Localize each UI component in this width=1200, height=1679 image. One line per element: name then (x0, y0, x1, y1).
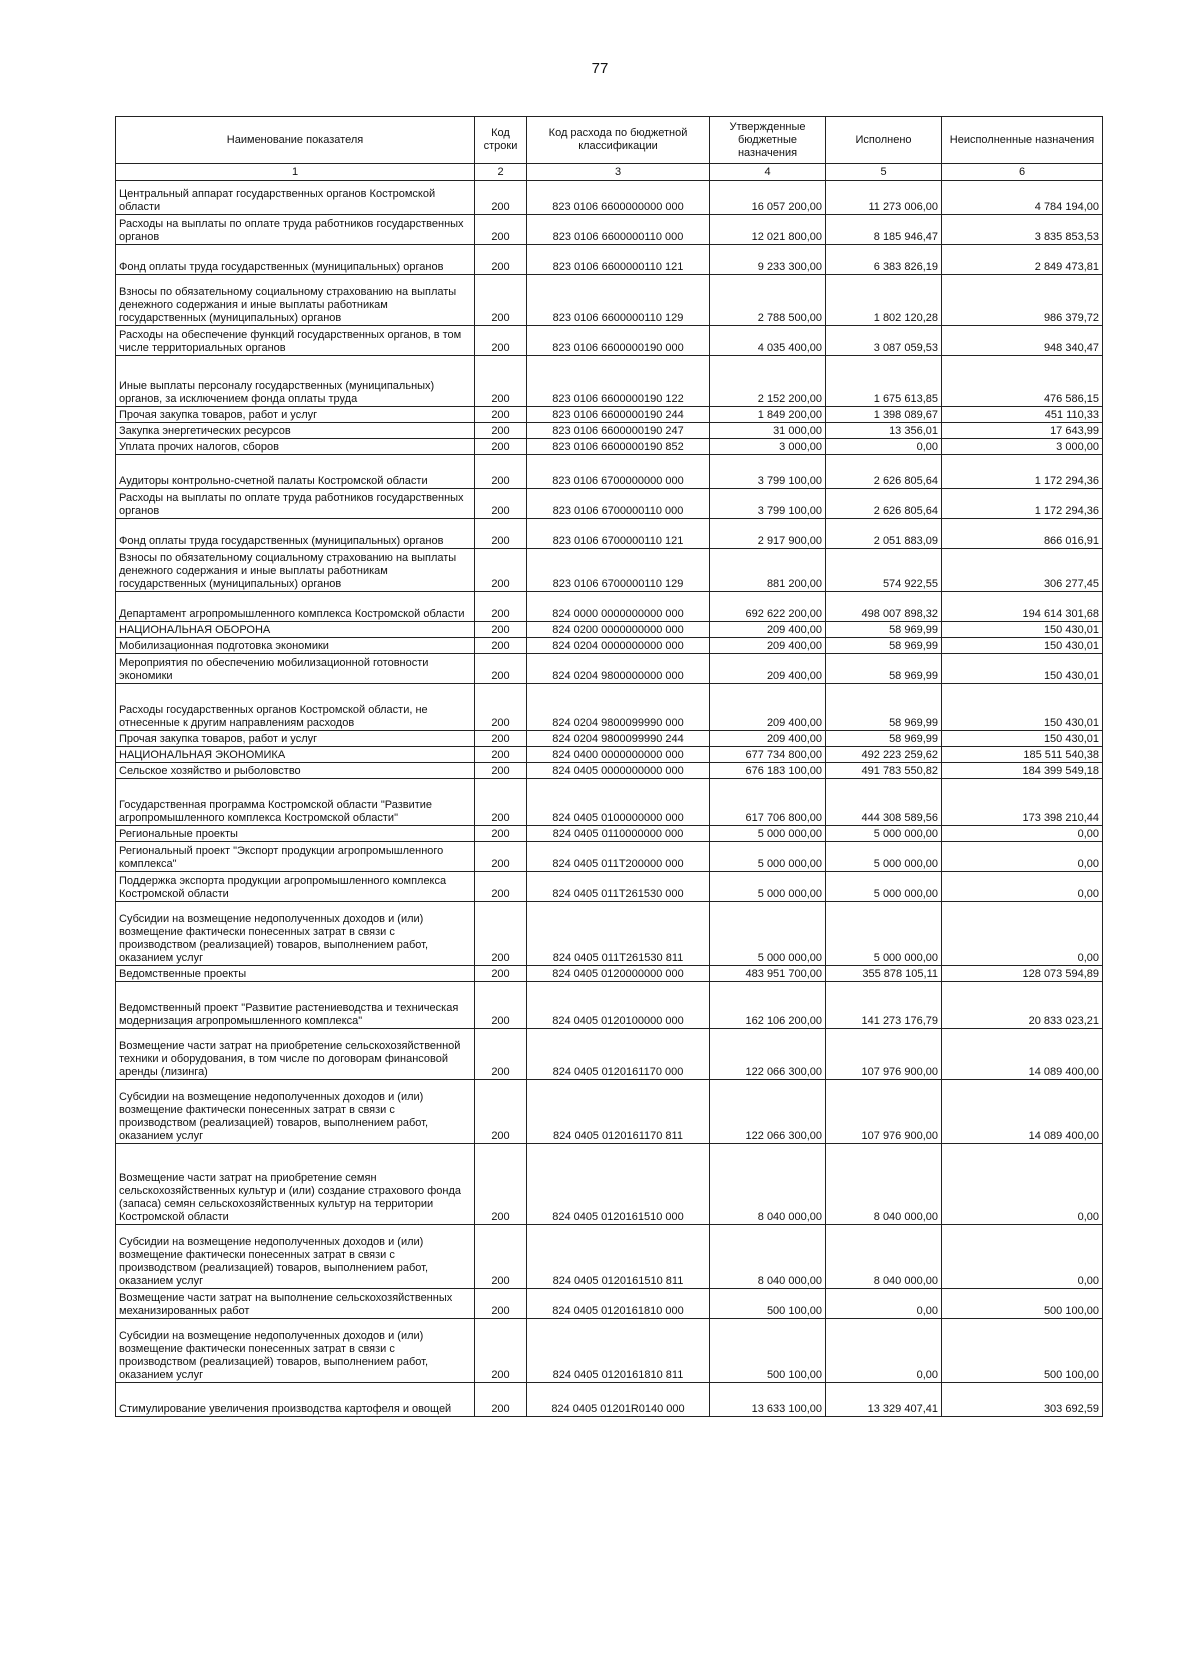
row-line-code: 200 (475, 747, 527, 763)
row-expense-code: 824 0405 011T261530 811 (527, 902, 710, 966)
column-number-row (116, 164, 1103, 181)
row-approved-amount: 4 035 400,00 (710, 326, 826, 356)
row-approved-amount: 8 040 000,00 (710, 1225, 826, 1289)
row-approved-amount: 2 917 900,00 (710, 519, 826, 549)
row-name: Субсидии на возмещение недополученных доходов и (или) возмещение фактически понесенных затрат в связи с производством (реализацией) товаров, выполнением работ, оказанием услуг (116, 1080, 475, 1144)
row-expense-code: 823 0106 6600000110 121 (527, 245, 710, 275)
row-unexecuted-amount: 4 784 194,00 (942, 181, 1103, 215)
row-expense-code: 824 0405 0120161170 811 (527, 1080, 710, 1144)
row-line-code: 200 (475, 245, 527, 275)
row-name: Возмещение части затрат на приобретение сельскохозяйственной техники и оборудования, в том числе по договорам финансовой аренды (лизинга) (116, 1029, 475, 1080)
row-unexecuted-amount: 0,00 (942, 1225, 1103, 1289)
row-line-code: 200 (475, 423, 527, 439)
row-name: Фонд оплаты труда государственных (муниципальных) органов (116, 519, 475, 549)
row-name: Прочая закупка товаров, работ и услуг (116, 731, 475, 747)
row-unexecuted-amount: 306 277,45 (942, 549, 1103, 592)
row-executed-amount: 0,00 (826, 1289, 942, 1319)
row-expense-code: 824 0405 0120161810 811 (527, 1319, 710, 1383)
row-approved-amount: 483 951 700,00 (710, 966, 826, 982)
header-executed: Исполнено (826, 117, 942, 164)
row-unexecuted-amount: 476 586,15 (942, 356, 1103, 407)
table-row (116, 1080, 1103, 1144)
row-name: Сельское хозяйство и рыболовство (116, 763, 475, 779)
row-name: Аудиторы контрольно-счетной палаты Костромской области (116, 455, 475, 489)
row-executed-amount: 141 273 176,79 (826, 982, 942, 1029)
row-line-code: 200 (475, 439, 527, 455)
row-unexecuted-amount: 150 430,01 (942, 654, 1103, 684)
row-expense-code: 823 0106 6600000190 244 (527, 407, 710, 423)
row-executed-amount: 5 000 000,00 (826, 902, 942, 966)
header-approved: Утвержденные бюджетные назначения (710, 117, 826, 164)
row-line-code: 200 (475, 763, 527, 779)
row-line-code: 200 (475, 215, 527, 245)
row-unexecuted-amount: 451 110,33 (942, 407, 1103, 423)
row-expense-code: 824 0405 0100000000 000 (527, 779, 710, 826)
row-executed-amount: 2 626 805,64 (826, 455, 942, 489)
row-name: Региональный проект "Экспорт продукции агропромышленного комплекса" (116, 842, 475, 872)
row-approved-amount: 13 633 100,00 (710, 1383, 826, 1417)
table-row (116, 549, 1103, 592)
table-row (116, 684, 1103, 731)
row-name: Расходы на выплаты по оплате труда работников государственных органов (116, 489, 475, 519)
row-executed-amount: 498 007 898,32 (826, 592, 942, 622)
row-unexecuted-amount: 2 849 473,81 (942, 245, 1103, 275)
row-expense-code: 824 0405 011T200000 000 (527, 842, 710, 872)
row-line-code: 200 (475, 779, 527, 826)
row-executed-amount: 6 383 826,19 (826, 245, 942, 275)
row-expense-code: 824 0405 011T261530 000 (527, 872, 710, 902)
row-expense-code: 823 0106 6700000110 000 (527, 489, 710, 519)
row-name: Прочая закупка товаров, работ и услуг (116, 407, 475, 423)
row-executed-amount: 8 040 000,00 (826, 1144, 942, 1225)
row-executed-amount: 11 273 006,00 (826, 181, 942, 215)
row-executed-amount: 574 922,55 (826, 549, 942, 592)
row-approved-amount: 5 000 000,00 (710, 842, 826, 872)
table-row (116, 654, 1103, 684)
row-line-code: 200 (475, 1225, 527, 1289)
page-number: 77 (591, 60, 609, 77)
table-row (116, 763, 1103, 779)
row-unexecuted-amount: 1 172 294,36 (942, 489, 1103, 519)
row-executed-amount: 444 308 589,56 (826, 779, 942, 826)
row-expense-code: 824 0204 9800099990 244 (527, 731, 710, 747)
row-expense-code: 824 0000 0000000000 000 (527, 592, 710, 622)
row-unexecuted-amount: 3 835 853,53 (942, 215, 1103, 245)
row-unexecuted-amount: 303 692,59 (942, 1383, 1103, 1417)
row-expense-code: 824 0405 0120100000 000 (527, 982, 710, 1029)
table-row (116, 519, 1103, 549)
row-unexecuted-amount: 500 100,00 (942, 1319, 1103, 1383)
row-executed-amount: 5 000 000,00 (826, 826, 942, 842)
row-line-code: 200 (475, 489, 527, 519)
row-executed-amount: 107 976 900,00 (826, 1080, 942, 1144)
budget-execution-table (115, 116, 1103, 1417)
row-name: Расходы на обеспечение функций государственных органов, в том числе территориальных органов (116, 326, 475, 356)
row-name: Уплата прочих налогов, сборов (116, 439, 475, 455)
row-unexecuted-amount: 194 614 301,68 (942, 592, 1103, 622)
table-row (116, 1319, 1103, 1383)
row-unexecuted-amount: 500 100,00 (942, 1289, 1103, 1319)
row-line-code: 200 (475, 1319, 527, 1383)
row-unexecuted-amount: 986 379,72 (942, 275, 1103, 326)
row-name: Мобилизационная подготовка экономики (116, 638, 475, 654)
table-row (116, 326, 1103, 356)
row-unexecuted-amount: 14 089 400,00 (942, 1080, 1103, 1144)
row-expense-code: 823 0106 6600000000 000 (527, 181, 710, 215)
table-row (116, 181, 1103, 215)
row-unexecuted-amount: 866 016,91 (942, 519, 1103, 549)
row-executed-amount: 107 976 900,00 (826, 1029, 942, 1080)
header-expense-code: Код расхода по бюджетной классификации (527, 117, 710, 164)
row-unexecuted-amount: 173 398 210,44 (942, 779, 1103, 826)
table-row (116, 1225, 1103, 1289)
row-line-code: 200 (475, 1029, 527, 1080)
row-name: Государственная программа Костромской области "Развитие агропромышленного комплекса Костромской области" (116, 779, 475, 826)
row-line-code: 200 (475, 638, 527, 654)
row-executed-amount: 8 040 000,00 (826, 1225, 942, 1289)
row-unexecuted-amount: 20 833 023,21 (942, 982, 1103, 1029)
row-approved-amount: 617 706 800,00 (710, 779, 826, 826)
row-name: Расходы государственных органов Костромской области, не отнесенные к другим направлениям расходов (116, 684, 475, 731)
table-row (116, 842, 1103, 872)
row-approved-amount: 9 233 300,00 (710, 245, 826, 275)
row-name: Ведомственный проект "Развитие растениеводства и техническая модернизация агропромышленного комплекса" (116, 982, 475, 1029)
table-row (116, 747, 1103, 763)
row-expense-code: 823 0106 6700000110 129 (527, 549, 710, 592)
row-line-code: 200 (475, 654, 527, 684)
row-unexecuted-amount: 0,00 (942, 872, 1103, 902)
row-approved-amount: 209 400,00 (710, 622, 826, 638)
table-row (116, 1289, 1103, 1319)
table-row (116, 872, 1103, 902)
row-name: Фонд оплаты труда государственных (муниципальных) органов (116, 245, 475, 275)
row-expense-code: 823 0106 6700000000 000 (527, 455, 710, 489)
row-expense-code: 824 0405 01201R0140 000 (527, 1383, 710, 1417)
row-unexecuted-amount: 150 430,01 (942, 731, 1103, 747)
row-line-code: 200 (475, 872, 527, 902)
table-row (116, 731, 1103, 747)
row-line-code: 200 (475, 1383, 527, 1417)
row-executed-amount: 492 223 259,62 (826, 747, 942, 763)
row-approved-amount: 1 849 200,00 (710, 407, 826, 423)
row-unexecuted-amount: 3 000,00 (942, 439, 1103, 455)
row-line-code: 200 (475, 1144, 527, 1225)
row-line-code: 200 (475, 1289, 527, 1319)
row-name: Субсидии на возмещение недополученных доходов и (или) возмещение фактически понесенных затрат в связи с производством (реализацией) товаров, выполнением работ, оказанием услуг (116, 1225, 475, 1289)
row-name: Ведомственные проекты (116, 966, 475, 982)
row-executed-amount: 3 087 059,53 (826, 326, 942, 356)
table-row (116, 356, 1103, 407)
row-executed-amount: 58 969,99 (826, 654, 942, 684)
row-line-code: 200 (475, 1080, 527, 1144)
row-unexecuted-amount: 0,00 (942, 1144, 1103, 1225)
table-row (116, 215, 1103, 245)
row-executed-amount: 13 329 407,41 (826, 1383, 942, 1417)
column-number: 2 (475, 164, 527, 181)
row-name: Возмещение части затрат на приобретение семян сельскохозяйственных культур и (или) создание страхового фонда (запаса) семян сельскохозяйственных культур на территории Костромской области (116, 1144, 475, 1225)
header-line-code: Код строки (475, 117, 527, 164)
row-name: НАЦИОНАЛЬНАЯ ОБОРОНА (116, 622, 475, 638)
row-unexecuted-amount: 128 073 594,89 (942, 966, 1103, 982)
row-approved-amount: 3 799 100,00 (710, 489, 826, 519)
table-row (116, 489, 1103, 519)
row-executed-amount: 13 356,01 (826, 423, 942, 439)
row-line-code: 200 (475, 181, 527, 215)
row-unexecuted-amount: 0,00 (942, 826, 1103, 842)
row-name: НАЦИОНАЛЬНАЯ ЭКОНОМИКА (116, 747, 475, 763)
row-name: Мероприятия по обеспечению мобилизационной готовности экономики (116, 654, 475, 684)
row-unexecuted-amount: 185 511 540,38 (942, 747, 1103, 763)
table-row (116, 1383, 1103, 1417)
row-line-code: 200 (475, 592, 527, 622)
row-expense-code: 823 0106 6600000190 122 (527, 356, 710, 407)
row-executed-amount: 491 783 550,82 (826, 763, 942, 779)
row-name: Взносы по обязательному социальному страхованию на выплаты денежного содержания и иные выплаты работникам государственных (муниципальных) органов (116, 275, 475, 326)
row-approved-amount: 5 000 000,00 (710, 826, 826, 842)
row-line-code: 200 (475, 826, 527, 842)
row-approved-amount: 162 106 200,00 (710, 982, 826, 1029)
column-number: 4 (710, 164, 826, 181)
row-expense-code: 823 0106 6600000190 000 (527, 326, 710, 356)
row-unexecuted-amount: 948 340,47 (942, 326, 1103, 356)
row-line-code: 200 (475, 684, 527, 731)
row-approved-amount: 3 000,00 (710, 439, 826, 455)
table-row (116, 592, 1103, 622)
row-approved-amount: 3 799 100,00 (710, 455, 826, 489)
row-line-code: 200 (475, 902, 527, 966)
table-row (116, 966, 1103, 982)
row-expense-code: 824 0204 0000000000 000 (527, 638, 710, 654)
row-approved-amount: 12 021 800,00 (710, 215, 826, 245)
row-approved-amount: 5 000 000,00 (710, 872, 826, 902)
row-name: Взносы по обязательному социальному страхованию на выплаты денежного содержания и иные выплаты работникам государственных (муниципальных) органов (116, 549, 475, 592)
row-name: Региональные проекты (116, 826, 475, 842)
row-unexecuted-amount: 184 399 549,18 (942, 763, 1103, 779)
row-unexecuted-amount: 1 172 294,36 (942, 455, 1103, 489)
row-line-code: 200 (475, 275, 527, 326)
row-approved-amount: 122 066 300,00 (710, 1080, 826, 1144)
row-expense-code: 824 0405 0110000000 000 (527, 826, 710, 842)
row-executed-amount: 8 185 946,47 (826, 215, 942, 245)
row-name: Поддержка экспорта продукции агропромышленного комплекса Костромской области (116, 872, 475, 902)
row-approved-amount: 209 400,00 (710, 731, 826, 747)
column-number: 3 (527, 164, 710, 181)
row-expense-code: 824 0204 9800099990 000 (527, 684, 710, 731)
table-row (116, 423, 1103, 439)
row-approved-amount: 209 400,00 (710, 684, 826, 731)
row-executed-amount: 58 969,99 (826, 684, 942, 731)
column-number: 1 (116, 164, 475, 181)
row-executed-amount: 5 000 000,00 (826, 872, 942, 902)
row-line-code: 200 (475, 326, 527, 356)
row-executed-amount: 355 878 105,11 (826, 966, 942, 982)
table-row (116, 638, 1103, 654)
row-expense-code: 823 0106 6600000190 852 (527, 439, 710, 455)
row-executed-amount: 2 626 805,64 (826, 489, 942, 519)
row-executed-amount: 58 969,99 (826, 622, 942, 638)
row-approved-amount: 5 000 000,00 (710, 902, 826, 966)
row-approved-amount: 500 100,00 (710, 1289, 826, 1319)
table-row (116, 1144, 1103, 1225)
row-approved-amount: 692 622 200,00 (710, 592, 826, 622)
table-row (116, 1029, 1103, 1080)
row-line-code: 200 (475, 966, 527, 982)
table-header-row (116, 117, 1103, 164)
row-approved-amount: 881 200,00 (710, 549, 826, 592)
row-name: Центральный аппарат государственных органов Костромской области (116, 181, 475, 215)
row-expense-code: 824 0405 0000000000 000 (527, 763, 710, 779)
row-expense-code: 824 0204 9800000000 000 (527, 654, 710, 684)
row-line-code: 200 (475, 622, 527, 638)
row-executed-amount: 5 000 000,00 (826, 842, 942, 872)
row-name: Субсидии на возмещение недополученных доходов и (или) возмещение фактически понесенных затрат в связи с производством (реализацией) товаров, выполнением работ, оказанием услуг (116, 1319, 475, 1383)
row-name: Возмещение части затрат на выполнение сельскохозяйственных механизированных работ (116, 1289, 475, 1319)
row-unexecuted-amount: 0,00 (942, 902, 1103, 966)
row-expense-code: 823 0106 6600000110 129 (527, 275, 710, 326)
table-row (116, 455, 1103, 489)
row-approved-amount: 2 788 500,00 (710, 275, 826, 326)
row-unexecuted-amount: 0,00 (942, 842, 1103, 872)
table-row (116, 245, 1103, 275)
row-expense-code: 823 0106 6600000110 000 (527, 215, 710, 245)
row-executed-amount: 0,00 (826, 439, 942, 455)
row-name: Иные выплаты персоналу государственных (муниципальных) органов, за исключением фонда оплаты труда (116, 356, 475, 407)
row-expense-code: 823 0106 6600000190 247 (527, 423, 710, 439)
row-name: Стимулирование увеличения производства картофеля и овощей (116, 1383, 475, 1417)
row-approved-amount: 8 040 000,00 (710, 1144, 826, 1225)
table-row (116, 982, 1103, 1029)
row-approved-amount: 16 057 200,00 (710, 181, 826, 215)
row-approved-amount: 209 400,00 (710, 638, 826, 654)
table-row (116, 779, 1103, 826)
row-expense-code: 824 0405 0120161510 811 (527, 1225, 710, 1289)
row-unexecuted-amount: 17 643,99 (942, 423, 1103, 439)
row-approved-amount: 31 000,00 (710, 423, 826, 439)
row-expense-code: 824 0400 0000000000 000 (527, 747, 710, 763)
row-executed-amount: 1 675 613,85 (826, 356, 942, 407)
table-row (116, 439, 1103, 455)
header-name: Наименование показателя (116, 117, 475, 164)
table-row (116, 826, 1103, 842)
row-name: Субсидии на возмещение недополученных доходов и (или) возмещение фактически понесенных затрат в связи с производством (реализацией) товаров, выполнением работ, оказанием услуг (116, 902, 475, 966)
row-approved-amount: 122 066 300,00 (710, 1029, 826, 1080)
row-executed-amount: 1 398 089,67 (826, 407, 942, 423)
table-body (116, 181, 1103, 1417)
row-executed-amount: 2 051 883,09 (826, 519, 942, 549)
header-unexecuted: Неисполненные назначения (942, 117, 1103, 164)
table-row (116, 622, 1103, 638)
row-unexecuted-amount: 150 430,01 (942, 638, 1103, 654)
row-executed-amount: 0,00 (826, 1319, 942, 1383)
column-number: 5 (826, 164, 942, 181)
row-executed-amount: 1 802 120,28 (826, 275, 942, 326)
row-line-code: 200 (475, 549, 527, 592)
row-approved-amount: 2 152 200,00 (710, 356, 826, 407)
row-approved-amount: 500 100,00 (710, 1319, 826, 1383)
row-line-code: 200 (475, 356, 527, 407)
row-line-code: 200 (475, 519, 527, 549)
row-executed-amount: 58 969,99 (826, 731, 942, 747)
row-expense-code: 824 0405 0120161510 000 (527, 1144, 710, 1225)
row-name: Департамент агропромышленного комплекса Костромской области (116, 592, 475, 622)
table-row (116, 902, 1103, 966)
row-approved-amount: 677 734 800,00 (710, 747, 826, 763)
row-unexecuted-amount: 150 430,01 (942, 622, 1103, 638)
row-approved-amount: 676 183 100,00 (710, 763, 826, 779)
table-row (116, 407, 1103, 423)
row-executed-amount: 58 969,99 (826, 638, 942, 654)
row-unexecuted-amount: 150 430,01 (942, 684, 1103, 731)
table-row (116, 275, 1103, 326)
row-line-code: 200 (475, 731, 527, 747)
row-line-code: 200 (475, 407, 527, 423)
row-approved-amount: 209 400,00 (710, 654, 826, 684)
row-line-code: 200 (475, 982, 527, 1029)
row-unexecuted-amount: 14 089 400,00 (942, 1029, 1103, 1080)
row-name: Расходы на выплаты по оплате труда работников государственных органов (116, 215, 475, 245)
row-expense-code: 823 0106 6700000110 121 (527, 519, 710, 549)
row-expense-code: 824 0405 0120161170 000 (527, 1029, 710, 1080)
row-name: Закупка энергетических ресурсов (116, 423, 475, 439)
row-expense-code: 824 0405 0120161810 000 (527, 1289, 710, 1319)
row-expense-code: 824 0405 0120000000 000 (527, 966, 710, 982)
row-line-code: 200 (475, 455, 527, 489)
row-line-code: 200 (475, 842, 527, 872)
column-number: 6 (942, 164, 1103, 181)
row-expense-code: 824 0200 0000000000 000 (527, 622, 710, 638)
